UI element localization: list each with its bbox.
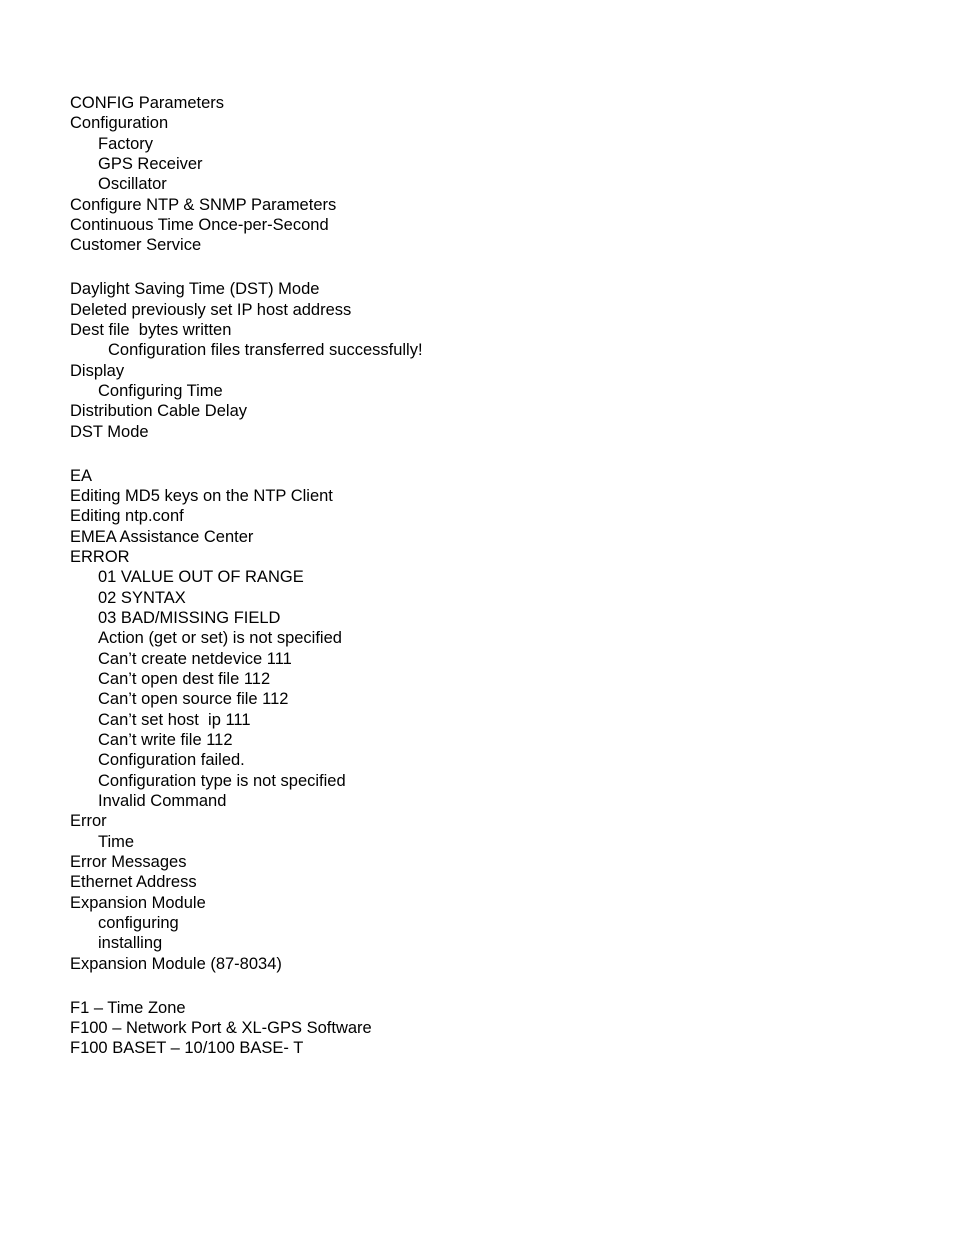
index-subentry: 01 VALUE OUT OF RANGE (98, 568, 304, 587)
index-entry: Editing ntp.conf (70, 507, 184, 526)
index-entry: Error Messages (70, 853, 187, 872)
index-entry: EA (70, 466, 93, 485)
index-entry: F100 BASET – 10/100 BASE- T (70, 1039, 304, 1058)
index-entry: CONFIG Parameters (70, 94, 225, 112)
index-entry: Dest file bytes written (70, 320, 232, 339)
index-entry: Distribution Cable Delay (70, 402, 247, 421)
index-group (70, 998, 920, 1059)
index-subentry: Configuring Time (98, 381, 223, 400)
index-subentry: installing (98, 934, 163, 953)
index-subentry: Action (get or set) is not specified (98, 629, 342, 648)
index-entry: Expansion Module (87-8034) (70, 954, 282, 973)
index-entry: Error (70, 812, 107, 831)
index-subentry: Can’t open dest file 112 (98, 669, 271, 688)
index-subentry: Can’t create netdevice 111 (98, 649, 292, 668)
index-subentry: GPS Receiver (98, 155, 203, 174)
index-entry: EMEA Assistance Center (70, 527, 254, 546)
index-subentry: Configuration failed. (98, 751, 245, 770)
index-entry: Continuous Time Once-per-Second (70, 216, 329, 235)
index-subentry: 03 BAD/MISSING FIELD (98, 608, 281, 627)
index-entry: F1 – Time Zone (70, 998, 186, 1017)
index-subentry: Configuration type is not specified (98, 771, 346, 790)
index-group (70, 279, 920, 442)
index-entry: F100 – Network Port & XL-GPS Software (70, 1018, 372, 1037)
index-subentry: Configuration files transferred successfully! (108, 341, 423, 360)
index-subentry: Can’t open source file 112 (98, 690, 289, 709)
index-page (70, 93, 920, 1059)
index-entry: Daylight Saving Time (DST) Mode (70, 280, 320, 299)
index-group (70, 93, 920, 256)
index-subentry: Factory (98, 134, 154, 153)
index-subentry: Can’t set host ip 111 (98, 710, 251, 729)
index-subentry: 02 SYNTAX (98, 588, 186, 607)
index-entry: ERROR (70, 547, 130, 566)
index-subentry: Time (98, 832, 135, 851)
index-subentry: Oscillator (98, 175, 167, 194)
index-entry: Editing MD5 keys on the NTP Client (70, 486, 333, 505)
index-entry: Expansion Module (70, 893, 206, 912)
index-entry: Ethernet Address (70, 873, 197, 892)
index-entry: DST Mode (70, 422, 149, 441)
index-entry: Configuration (70, 114, 169, 133)
index-entry: Configure NTP & SNMP Parameters (70, 195, 337, 214)
index-subentry: configuring (98, 914, 179, 933)
index-group (70, 466, 920, 975)
index-entry: Deleted previously set IP host address (70, 300, 352, 319)
index-entry: Customer Service (70, 236, 202, 255)
index-subentry: Invalid Command (98, 792, 227, 810)
index-entry: Display (70, 361, 125, 380)
index-subentry: Can’t write file 112 (98, 730, 233, 749)
